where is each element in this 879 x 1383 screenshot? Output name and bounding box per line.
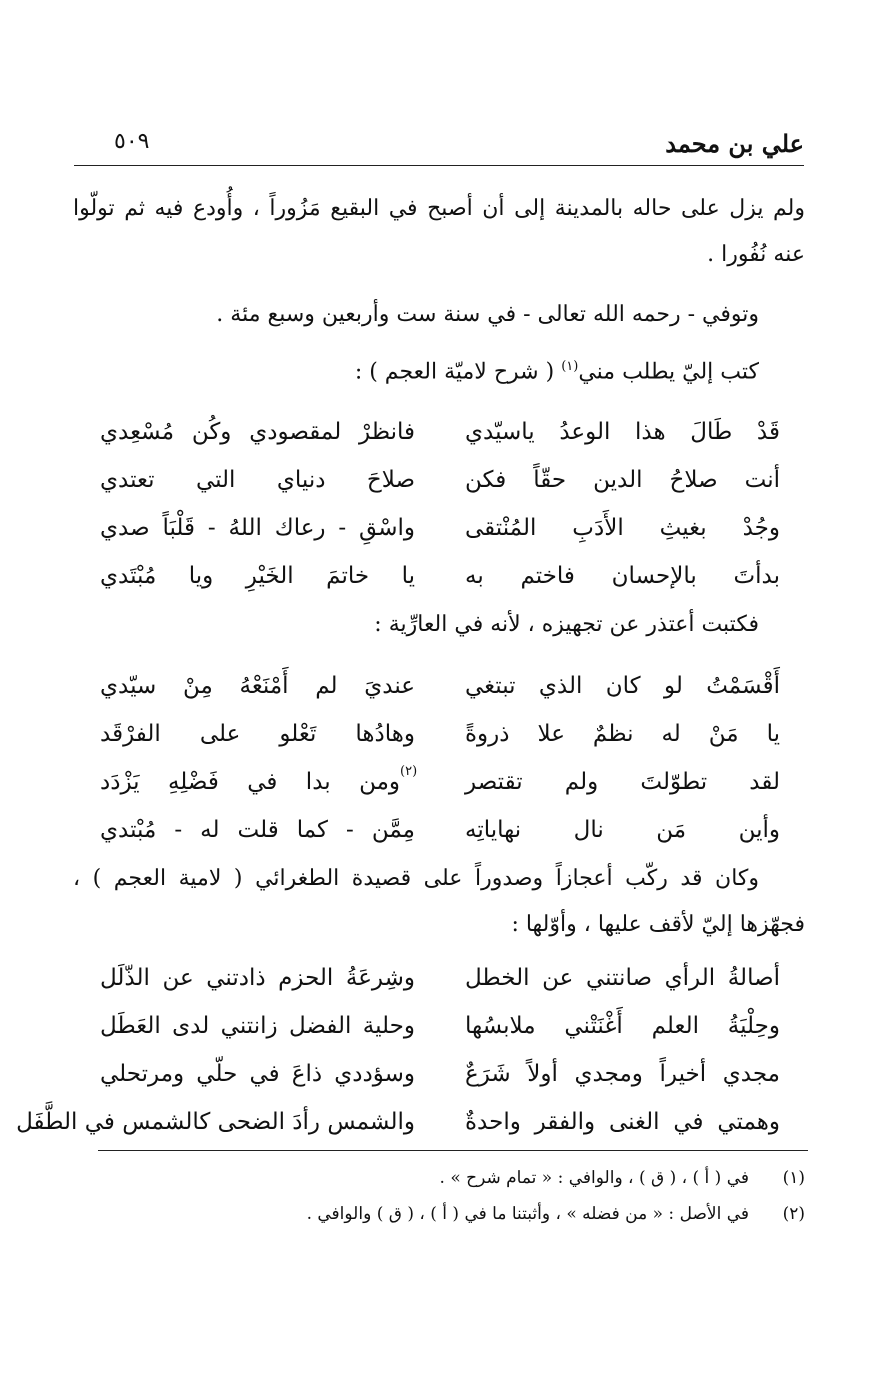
page-number: ٥٠٩: [114, 129, 150, 154]
running-head: علي بن محمد: [665, 129, 804, 158]
footnote-marker-1: (١): [561, 359, 579, 374]
verse-first-hemistich: وهمتي في الغنى والفقر واحدةٌ: [465, 1109, 780, 1135]
verse: [100, 806, 780, 854]
poem-reply: [100, 662, 780, 854]
footnote-text: في الأصل : « من فضله » ، وأثبتنا ما في ( أ ) ، ( ق ) والوافي .: [306, 1204, 749, 1224]
verse-first-hemistich: مجدي أخيراً ومجدي أولاً شَرَعٌ: [465, 1061, 780, 1087]
verse: [100, 710, 780, 758]
paragraph-tughrai: وكان قد ركّب أعجازاً وصدوراً على قصيدة الطغرائي ( لامية العجم ) ، فجهّزها إليّ لأقف عليها ، وأوّلها :: [73, 866, 805, 937]
verse: [100, 954, 780, 1002]
verse: [100, 552, 780, 600]
paragraph-burial: ولم يزل على حاله بالمدينة إلى أن أصبح في البقيع مَزُوراً ، وأُودع فيه ثم تولّوا عنه نُفُورا .: [73, 196, 805, 267]
footnotes: [73, 1160, 805, 1232]
verse: [100, 758, 780, 806]
poem-lamiyya: [16, 954, 780, 1146]
verse-second-hemistich: مِمَّن - كما قلت له - مُبْتدي: [100, 817, 415, 843]
verse: [16, 1098, 780, 1146]
page-header: [74, 125, 804, 166]
verse-second-hemistich: فانظرْ لمقصودي وكُن مُسْعِدي: [100, 419, 415, 445]
verse-first-hemistich: أصالةُ الرأي صانتني عن الخطل: [465, 965, 780, 991]
paragraph-request: [73, 344, 805, 395]
verse-first-hemistich: لقد تطوّلتَ ولم تقتصر: [465, 769, 780, 795]
verse: [100, 504, 780, 552]
footnote-divider: [98, 1150, 808, 1151]
verse: [100, 662, 780, 710]
verse-first-hemistich: وجُدْ بغيثِ الأَدَبِ المُنْتقى: [465, 515, 780, 541]
footnote: [73, 1160, 805, 1196]
verse-second-hemistich: وشِرعَةُ الحزم ذادتني عن الذّلَل: [100, 965, 415, 991]
verse-second-hemistich: والشمس رأدَ الضحى كالشمس في الطَّفَل: [16, 1109, 415, 1135]
footnote: [73, 1196, 805, 1232]
verse-second-hemistich: صلاحَ دنياي التي تعتدي: [100, 467, 415, 493]
verse-first-hemistich: بدأتَ بالإحسان فاختم به: [465, 563, 780, 589]
paragraph-death-date: وتوفي - رحمه الله تعالى - في سنة ست وأربعين وسبع مئة .: [216, 302, 759, 327]
verse-second-hemistich: يا خاتمَ الخَيْرِ ويا مُبْتَدي: [100, 563, 415, 589]
verse-second-hemistich: وسؤددي ذاعَ في حلّي ومرتحلي: [100, 1061, 415, 1087]
poem-request: [100, 408, 780, 600]
verse: [100, 408, 780, 456]
verse: [100, 456, 780, 504]
footnote-text: في ( أ ) ، ( ق ) ، والوافي : « تمام شرح » .: [439, 1168, 749, 1188]
verse-first-hemistich: وحِلْيَةُ العلم أَغْنَتْني ملابسُها: [465, 1013, 780, 1039]
verse-first-hemistich: قَدْ طَالَ هذا الوعدُ ياسيّدي: [465, 419, 780, 445]
paragraph-apology: فكتبت أعتذر عن تجهيزه ، لأنه في العارِّية :: [374, 612, 759, 637]
verse-second-hemistich: ومن بدا في فَضْلِهِ يَزْدَد: [100, 769, 400, 795]
footnote-marker-2: (٢): [400, 764, 418, 779]
verse-second-hemistich: عنديَ لم أَمْنَعْهُ مِنْ سيّدي: [100, 673, 415, 699]
verse: [100, 1002, 780, 1050]
verse-first-hemistich: أَقْسَمْتُ لو كان الذي تبتغي: [465, 673, 780, 699]
verse-second-hemistich: واسْقِ - رعاك اللهُ - قَلْبَاً صدي: [100, 515, 415, 541]
verse-first-hemistich: أنت صلاحُ الدين حقّاً فكن: [465, 467, 780, 493]
footnote-number: (٢): [782, 1204, 805, 1224]
footnote-number: (١): [782, 1168, 805, 1188]
request-text: كتب إليّ يطلب مني: [578, 359, 759, 385]
request-title: ( شرح لاميّة العجم ) :: [354, 359, 562, 385]
verse-second-hemistich: وحلية الفضل زانتني لدى العَطَل: [100, 1013, 415, 1039]
verse-first-hemistich: يا مَنْ له نظمٌ علا ذروةً: [465, 721, 780, 747]
verse: [100, 1050, 780, 1098]
verse-first-hemistich: وأين مَن نال نهاياتِه: [465, 817, 780, 843]
verse-second-hemistich: وهادُها تَعْلو على الفرْقَد: [100, 721, 415, 747]
